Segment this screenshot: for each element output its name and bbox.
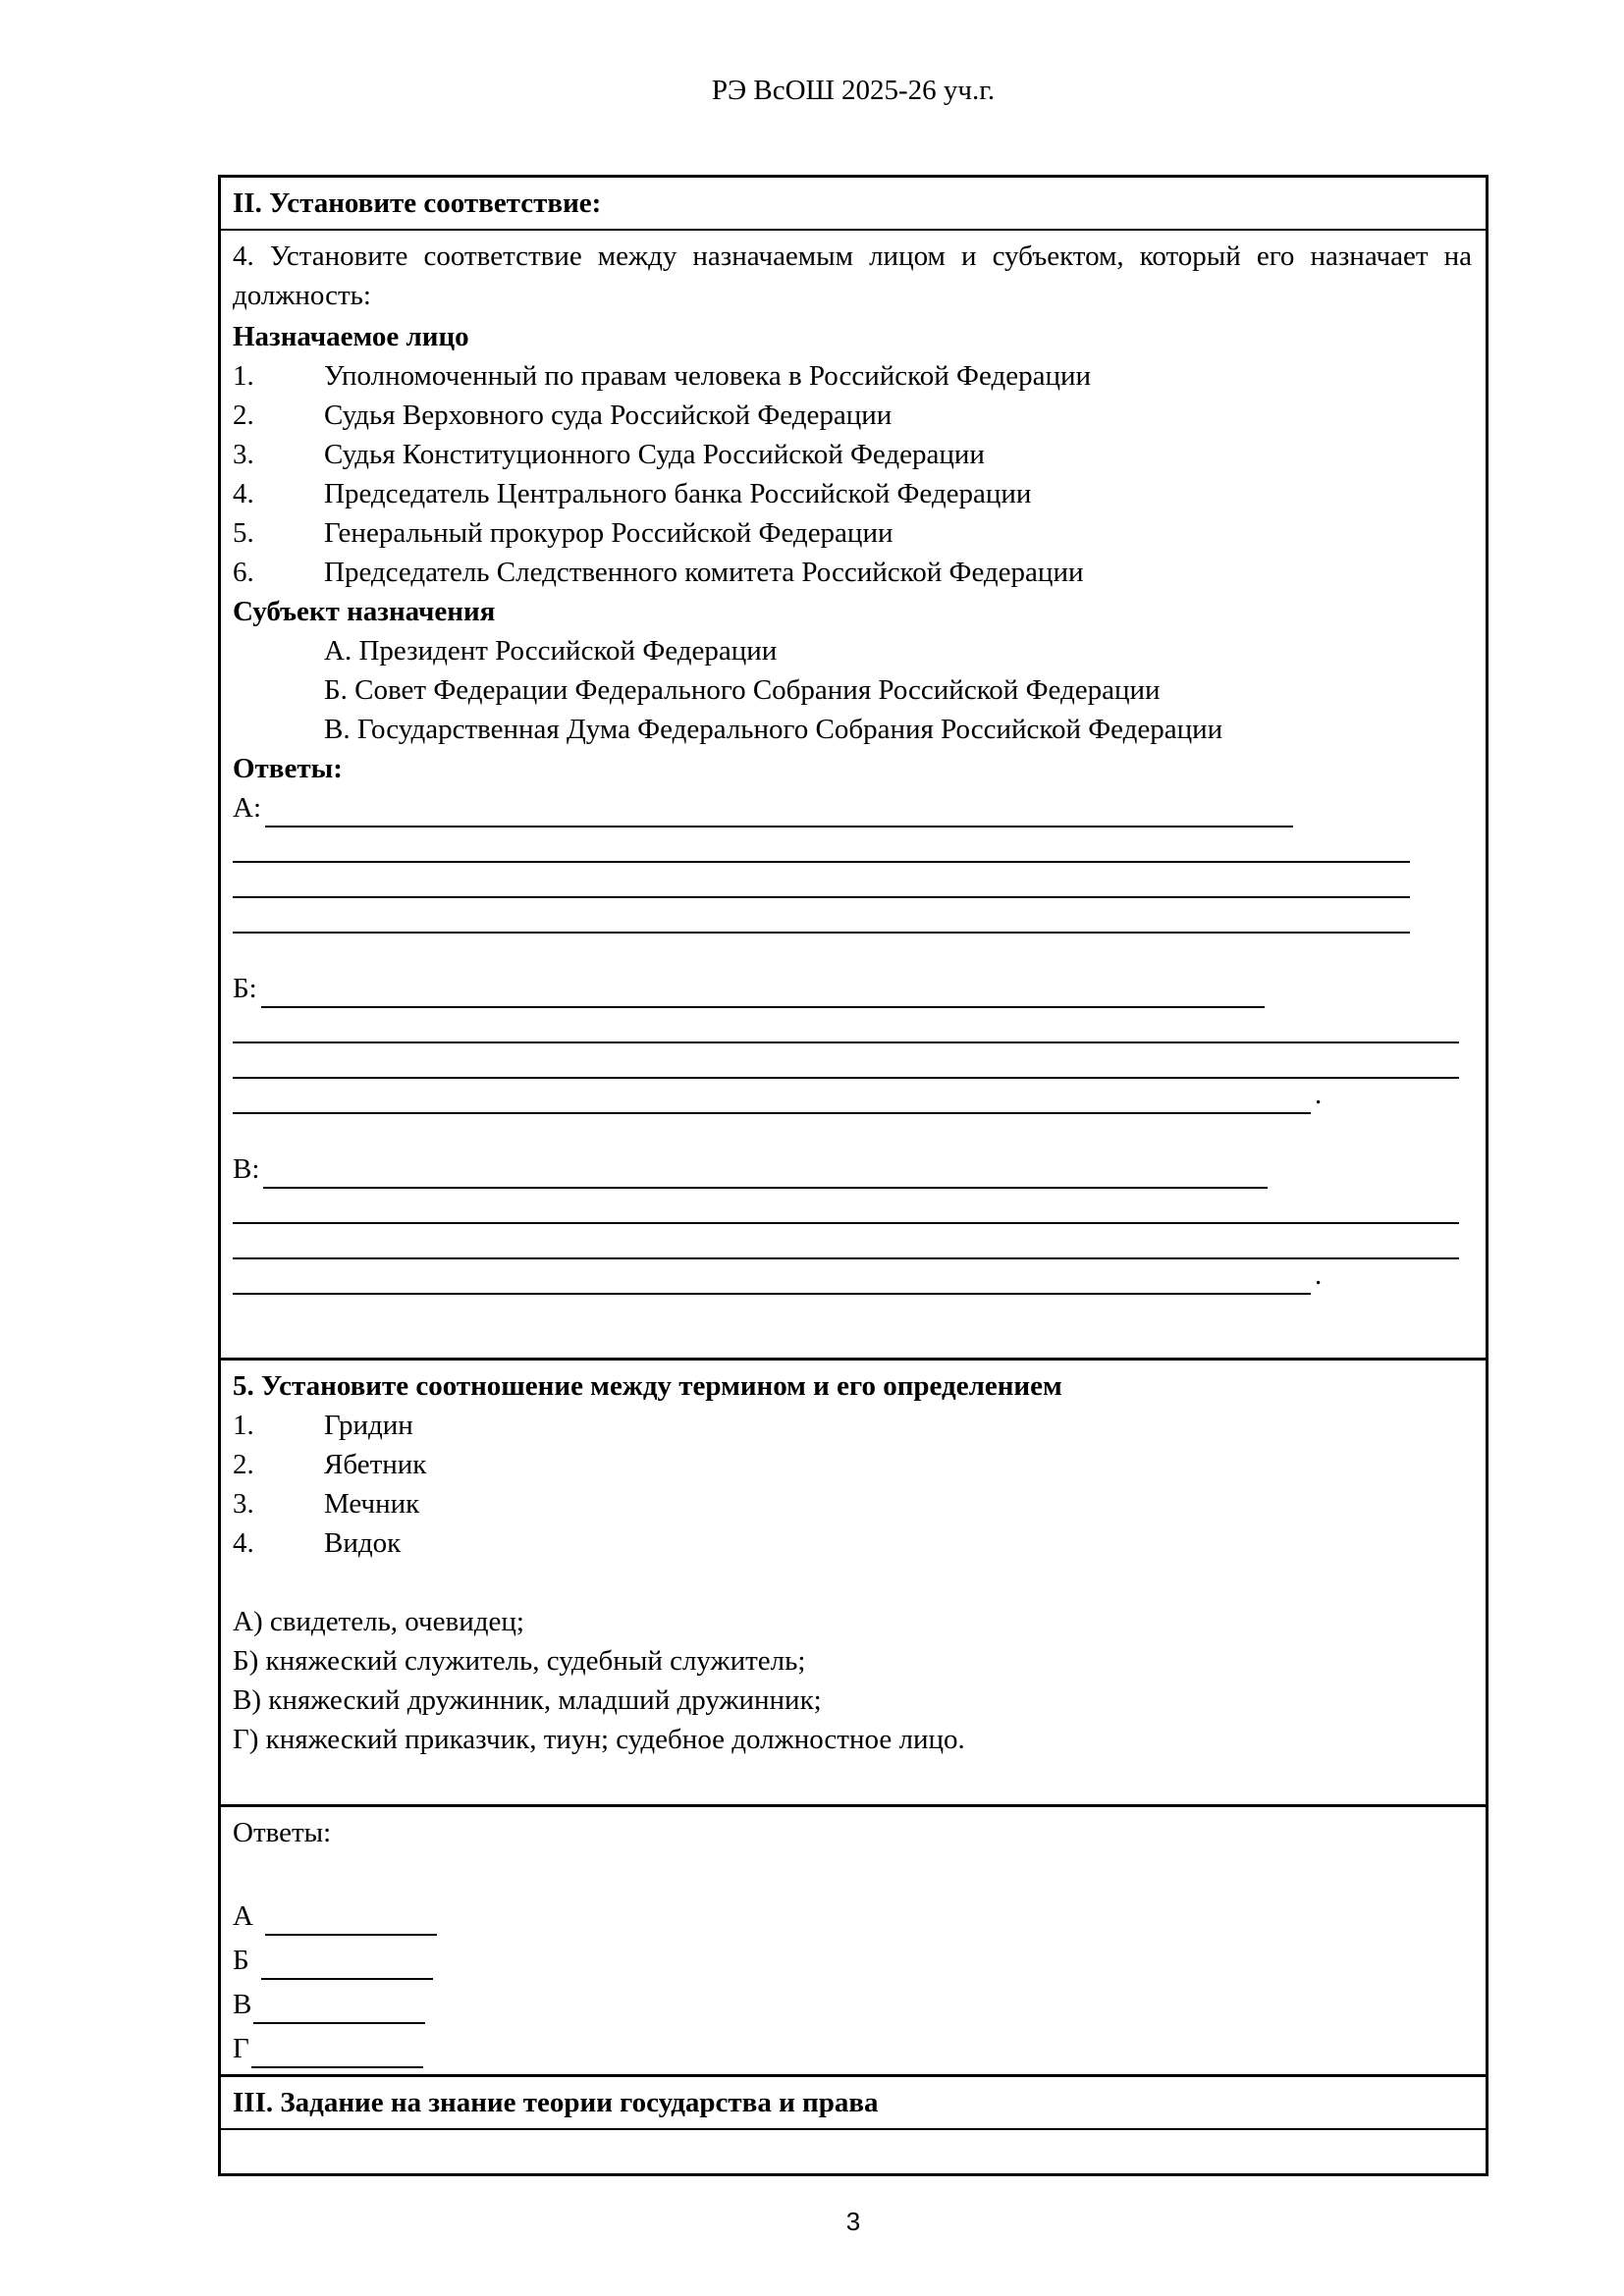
appointee-number: 4. [233,478,254,509]
term-number: 1. [233,1410,254,1441]
answer-writing-line[interactable] [233,1261,1311,1295]
definition-item: Г) княжеский приказчик, тиун; судебное должностное лицо. [233,1724,965,1755]
short-answer-line[interactable] [253,1991,425,2024]
answers5-cell [221,1804,1486,2074]
answer-lead-line-a[interactable] [265,794,1293,828]
answer-writing-line[interactable] [233,1045,1459,1079]
answer-short-row [233,2024,1472,2068]
answer-writing-line[interactable] [233,829,1410,863]
term-number: 3. [233,1488,254,1520]
answer-label-a: А: [233,792,261,824]
definition-item: В) княжеский дружинник, младший дружинник; [233,1684,822,1716]
term-item [233,1523,1472,1563]
appointee-heading: Назначаемое лицо [233,321,469,352]
appointee-list [233,356,1472,592]
answer-writing-line[interactable] [233,865,1410,898]
subject-item: В. Государственная Дума Федерального Собрания Российской Федерации [324,714,1223,745]
subject-list [233,631,1472,749]
appointee-number: 6. [233,557,254,588]
document-page [218,0,1489,2241]
section5-cell [221,1358,1486,1804]
answer-writing-line[interactable] [233,1191,1459,1224]
term-number: 2. [233,1449,254,1480]
term-text: Мечник [324,1488,420,1520]
answers5-rows [233,1892,1472,2068]
answer-block-b [233,969,1472,1114]
appointee-number: 2. [233,400,254,431]
page-number: 3 [845,2207,861,2236]
term-item [233,1445,1472,1484]
section5-title: 5. Установите соотношение между термином и его определением [233,1370,1062,1402]
answer-writing-line[interactable] [233,900,1410,934]
short-answer-line[interactable] [265,1902,437,1936]
short-answer-label: В [233,1989,252,2020]
appointee-item [233,435,1472,474]
term-item [233,1406,1472,1445]
term-number: 4. [233,1527,254,1559]
appointee-item [233,474,1472,513]
subject-item: Б. Совет Федерации Федерального Собрания Российской Федерации [324,674,1161,706]
short-answer-label: Г [233,2033,249,2064]
appointee-text: Председатель Центрального банка Российской Федерации [324,478,1032,509]
empty-cell [221,2128,1486,2173]
appointee-item [233,513,1472,553]
answer-writing-line[interactable] [233,1081,1311,1114]
answer-block-v [233,1149,1472,1295]
appointee-item [233,396,1472,435]
answer-label-v: В: [233,1153,260,1185]
answer-writing-line[interactable] [233,1226,1459,1259]
appointee-text: Председатель Следственного комитета Российской Федерации [324,557,1084,588]
task4-intro: 4. Установите соответствие между назначаемым лицом и субъектом, который его назначает на должность: [233,240,1472,311]
answer-label-b: Б: [233,973,257,1004]
answer-short-row [233,1892,1472,1936]
definition-list [233,1602,1472,1759]
task4-answers-area [233,788,1472,1295]
answer-short-row [233,1936,1472,1980]
section3-header-row [221,2074,1486,2128]
answers-label: Ответы: [233,753,343,784]
short-answer-line[interactable] [251,2035,423,2068]
short-answer-line[interactable] [261,1947,433,1980]
answer-lead-line-v[interactable] [263,1155,1267,1189]
appointee-text: Судья Конституционного Суда Российской Федерации [324,439,985,470]
definition-item: А) свидетель, очевидец; [233,1606,524,1637]
appointee-text: Генеральный прокурор Российской Федерации [324,517,893,549]
answer-block-a [233,788,1472,934]
appointee-number: 1. [233,360,254,392]
appointee-item [233,356,1472,396]
section3-title: III. Задание на знание теории государства и права [233,2087,879,2118]
task4-cell [221,229,1486,1358]
definition-item: Б) княжеский служитель, судебный служитель; [233,1645,806,1677]
section2-title: II. Установите соответствие: [233,187,602,219]
term-text: Видок [324,1527,402,1559]
appointee-item [233,553,1472,592]
doc-table [218,175,1489,2176]
answer-line-period: . [1314,1079,1323,1110]
answer-short-row [233,1980,1472,2024]
appointee-text: Судья Верховного суда Российской Федерации [324,400,893,431]
page-header-title: РЭ ВсОШ 2025-26 уч.г. [711,75,996,106]
appointee-number: 5. [233,517,254,549]
short-answer-label: Б [233,1945,249,1976]
appointee-number: 3. [233,439,254,470]
section2-header-row [221,178,1486,229]
subject-heading: Субъект назначения [233,596,496,627]
answer-line-period: . [1314,1259,1323,1291]
term-text: Ябетник [324,1449,427,1480]
subject-item: А. Президент Российской Федерации [324,635,778,667]
term-item [233,1484,1472,1523]
appointee-text: Уполномоченный по правам человека в Российской Федерации [324,360,1092,392]
term-text: Гридин [324,1410,413,1441]
answer-lead-line-b[interactable] [261,975,1265,1008]
answer-writing-line[interactable] [233,1010,1459,1043]
answers5-label: Ответы: [233,1817,332,1848]
term-list [233,1406,1472,1563]
short-answer-label: А [233,1900,253,1932]
